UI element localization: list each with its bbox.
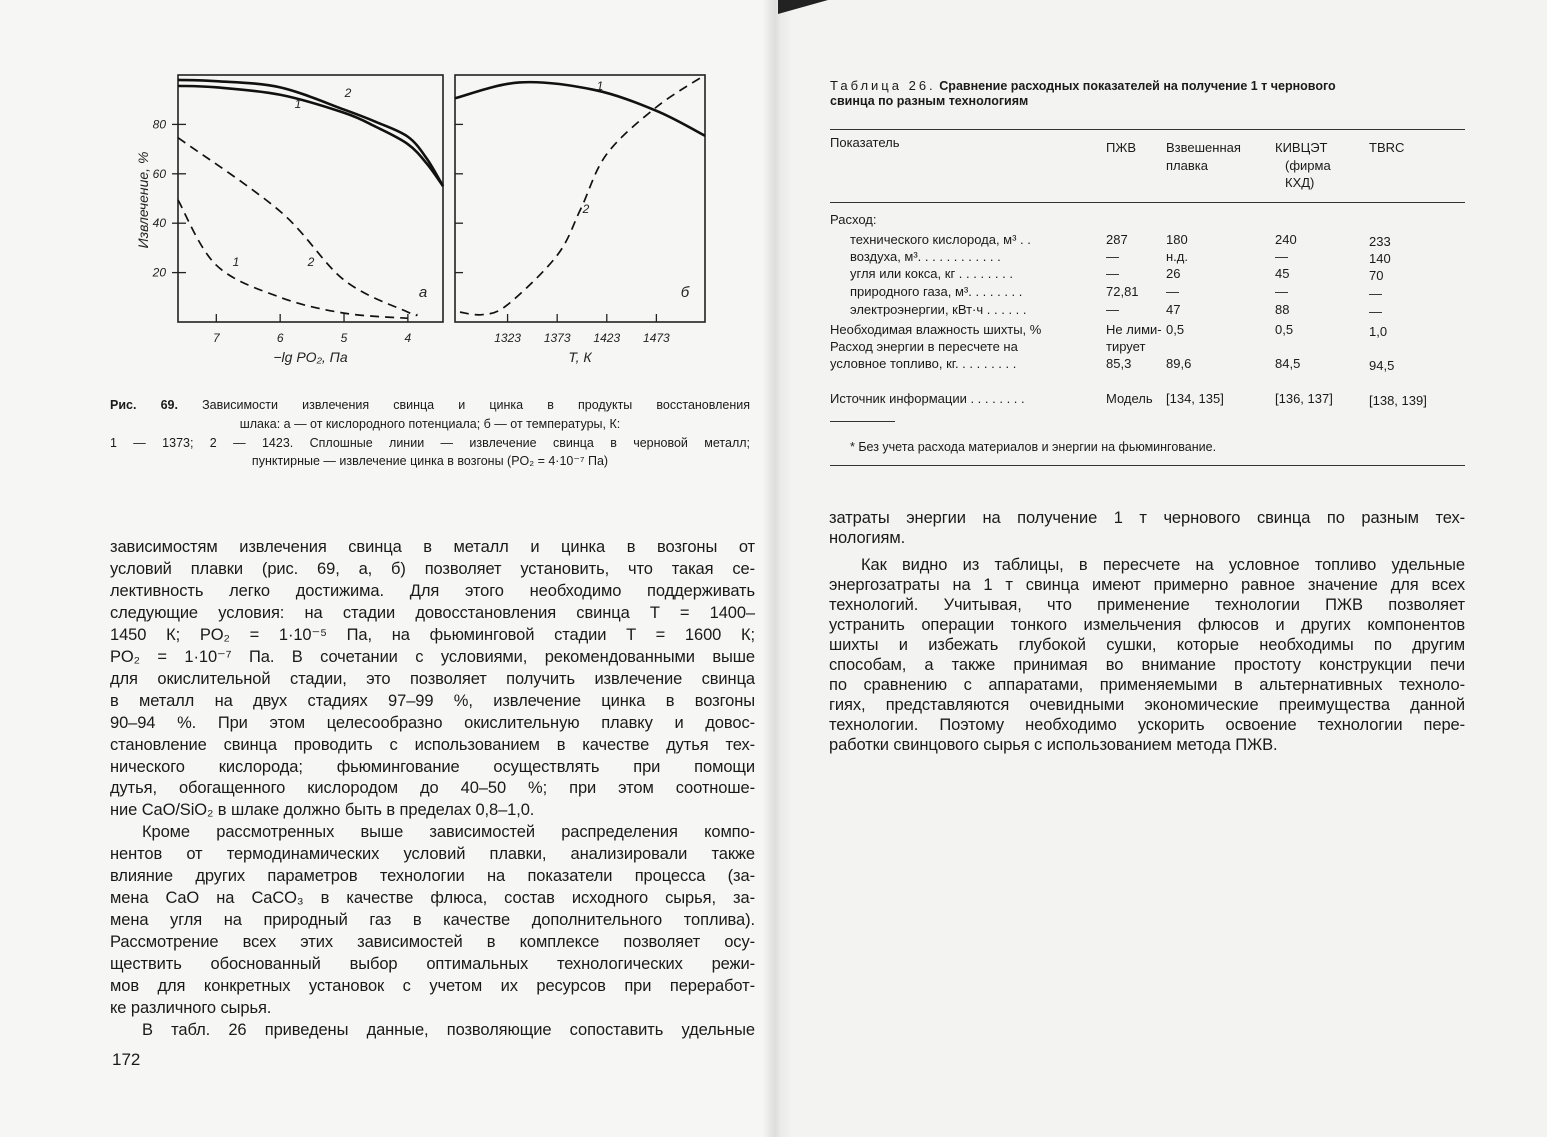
table-cell: — <box>1106 249 1119 264</box>
x-axis-label: T, К <box>568 349 592 365</box>
table-cell: н.д. <box>1166 249 1188 264</box>
text-line: способам, а также принимая во внимание простоту конструкции печи <box>829 656 1465 674</box>
curve-label-b-1: 1 <box>596 79 604 93</box>
table-header-cell: плавка <box>1166 157 1208 173</box>
table-header-rule <box>830 202 1465 203</box>
table-row-label: Расход энергии в пересчете на <box>830 338 1018 354</box>
table-header-cell: КИВЦЭТ <box>1275 140 1328 155</box>
figure-caption-line: шлака: а — от кислородного потенциала; б — от температуры, К: <box>239 417 621 431</box>
text-line: ке различного сырья. <box>110 998 272 1017</box>
text-line: Кроме рассмотренных выше зависимостей распределения компо- <box>142 823 755 842</box>
table-title-line1: Сравнение расходных показателей на получение 1 т чернового <box>939 79 1336 93</box>
table-cell: 84,5 <box>1275 356 1301 371</box>
table-cell: тирует <box>1106 339 1146 354</box>
binding-edge <box>778 0 828 14</box>
panel-label: б <box>680 284 690 301</box>
table-cell: 287 <box>1106 232 1128 247</box>
text-line: работки свинцового сырья с использованием метода ПЖВ. <box>829 736 1278 754</box>
text-line: условий плавки (рис. 69, а, б) позволяет установить, что такая се- <box>110 559 755 578</box>
table-cell: 89,6 <box>1166 356 1192 371</box>
figure-caption-label: Рис. 69. <box>110 398 178 412</box>
table-cell: 140 <box>1369 251 1391 266</box>
figure-caption-line: пунктирные — извлечение цинка в возгоны (PO₂ = 4·10⁻⁷ Па) <box>251 454 609 468</box>
series-line-dashed-1 <box>178 200 408 318</box>
text-line: ществить обоснованный выбор оптимальных технологических режи- <box>110 955 755 974</box>
table-cell: Модель <box>1106 391 1153 406</box>
text-line: влияние других параметров технологии на показатели процесса (за- <box>110 867 755 886</box>
table-header-cell: КХД) <box>1285 175 1315 190</box>
text-line: В табл. 26 приведены данные, позволяющие сопоставить удельные <box>142 1020 755 1039</box>
page-number: 172 <box>112 1050 141 1069</box>
table-row-label: электроэнергии, кВт·ч . . . . . . <box>850 302 1027 317</box>
table-cell: — <box>1275 284 1288 299</box>
text-line: 90–94 %. При этом целесообразно окислительную плавку и довос- <box>110 713 755 732</box>
text-line: энергозатраты на 1 т свинца имеют примерно равное значение для всех <box>829 576 1465 594</box>
x-axis-label: −lg PO₂, Па <box>273 349 348 365</box>
series-line-solid-1 <box>178 86 443 186</box>
text-line: затраты энергии на получение 1 т чернового свинца по разным тех- <box>829 509 1465 527</box>
panel-label: а <box>418 284 428 301</box>
plot-frame-б <box>455 75 705 322</box>
table-header-cell: Показатель <box>830 135 900 150</box>
series-line-solid-1 <box>455 82 705 136</box>
table-cell: [134, 135] <box>1166 391 1224 406</box>
table-title <box>830 78 1336 94</box>
table-cell: 0,5 <box>1275 322 1294 337</box>
text-line: зависимостям извлечения свинца в металл и цинка в возгоны от <box>110 538 755 556</box>
x-tick-label: 7 <box>212 331 220 345</box>
text-line: Рассмотрение всех этих зависимостей в комплексе позволяет осу- <box>110 933 755 952</box>
table-cell: 85,3 <box>1106 356 1132 371</box>
table-cell: — <box>1369 286 1382 301</box>
curve-label-dashed-1: 1 <box>232 255 240 269</box>
x-tick-label: 6 <box>276 331 284 345</box>
table-cell: 1,0 <box>1369 324 1388 339</box>
text-line: гиях, представляются очевидными экономические преимущества данной <box>829 696 1465 714</box>
table-cell: 26 <box>1166 266 1181 281</box>
y-axis-label: Извлечение, % <box>135 151 151 249</box>
y-tick-label: 80 <box>152 117 166 132</box>
text-line: дутья, обогащенного кислородом до 40–50 %; при этом соотноше- <box>110 779 755 798</box>
table-cell: 240 <box>1275 232 1297 247</box>
text-line: технологии. Поэтому необходимо ускорить освоение технологии пере- <box>829 716 1465 734</box>
text-line: 1450 К; PO₂ = 1·10⁻⁵ Па, на фьюминговой стадии T = 1600 К; <box>110 625 755 644</box>
table-header-cell: Взвешенная <box>1166 140 1241 155</box>
series-line-solid-2 <box>178 80 443 186</box>
table-row-label: угля или кокса, кг . . . . . . . . <box>850 266 1013 281</box>
table-bottom-rule <box>830 465 1465 466</box>
table-row-label: условное топливо, кг. . . . . . . . . <box>830 356 1017 371</box>
text-line: по сравнению с аппаратами, применяемыми в альтернативных техноло- <box>829 676 1465 694</box>
text-line: следующие условия: на стадии довосстановления свинца T = 1400– <box>110 603 755 622</box>
table-cell: — <box>1106 266 1119 281</box>
figure-caption-line <box>110 397 750 413</box>
curve-label-b-2: 2 <box>582 202 590 216</box>
text-line: нического кислорода; фьюмингование осуществлять при помощи <box>110 757 755 776</box>
text-line: для окислительной стадии, это позволяет получить извлечение свинца <box>110 669 755 688</box>
table-header-cell: ПЖВ <box>1106 140 1137 155</box>
text-line: ние CaO/SiO₂ в шлаке должно быть в пределах 0,8–1,0. <box>110 801 535 820</box>
text-line: мов для конкретных установок с учетом их ресурсов при переработ- <box>110 977 755 995</box>
text-line: мена CaO на CaCO₃ в качестве флюса, состав исходного сырья, за- <box>110 889 755 908</box>
plot-frame-а <box>178 75 443 322</box>
footnote-rule <box>830 421 895 422</box>
table-cell: — <box>1275 249 1288 264</box>
table-cell: 94,5 <box>1369 358 1395 373</box>
y-tick-label: 40 <box>152 216 166 231</box>
table-cell: 0,5 <box>1166 322 1185 337</box>
y-tick-label: 20 <box>152 265 166 280</box>
table-cell: — <box>1106 302 1119 317</box>
text-line: PO₂ = 1·10⁻⁷ Па. В сочетании с условиями, рекомендованными выше <box>110 647 755 666</box>
table-cell: 45 <box>1275 266 1290 281</box>
figure-caption-line: 1 — 1373; 2 — 1423. Сплошные линии — извлечение свинца в черновой металл; <box>110 436 750 450</box>
text-line: Как видно из таблицы, в пересчете на условное топливо удельные <box>861 556 1465 574</box>
table-row-label: Необходимая влажность шихты, % <box>830 322 1042 337</box>
curve-label-dashed-2: 2 <box>307 255 315 269</box>
table-cell: [138, 139] <box>1369 393 1427 408</box>
text-line: шихты и избежать глубокой сушки, которые необходимы по другим <box>829 636 1465 654</box>
text-line: становление свинца проводить с использованием в качестве дутья тех- <box>110 735 755 754</box>
table-cell: 233 <box>1369 234 1391 249</box>
text-line: лективность легко достижима. Для этого необходимо поддерживать <box>110 581 755 600</box>
table-row-label: воздуха, м³. . . . . . . . . . . . <box>850 249 1001 264</box>
series-line-dashed-2 <box>460 75 705 315</box>
table-section-label: Расход: <box>830 212 877 227</box>
text-line: устранить операции тонкого измельчения флюсов и других компонентов <box>829 616 1465 634</box>
table-title-prefix: Таблица 26. <box>830 78 936 93</box>
text-line: нентов от термодинамических условий плавки, анализировали также <box>110 845 755 864</box>
table-header-cell: (фирма <box>1285 157 1331 173</box>
y-tick-label: 60 <box>152 166 166 181</box>
table-cell: 47 <box>1166 302 1181 317</box>
curve-label-solid-1: 1 <box>294 97 302 111</box>
x-tick-label: 4 <box>404 331 412 345</box>
table-cell: — <box>1369 304 1382 319</box>
text-line: нологиям. <box>829 529 906 547</box>
table-row-label: технического кислорода, м³ . . <box>850 232 1031 247</box>
figure-caption-text: Зависимости извлечения свинца и цинка в продукты восстановления <box>202 398 751 412</box>
table-cell: [136, 137] <box>1275 391 1333 406</box>
text-line: технологий. Учитывая, что применение технологии ПЖВ позволяет <box>829 596 1465 614</box>
text-line: мена угля на природный газ в качестве дополнительного топлива). <box>110 911 755 930</box>
x-tick-label: 1323 <box>494 331 521 345</box>
table-top-rule <box>830 129 1465 130</box>
x-tick-label: 5 <box>340 331 348 345</box>
table-header-cell: TBRC <box>1369 140 1405 155</box>
table-row-label: Источник информации . . . . . . . . <box>830 391 1025 406</box>
table-footnote: * Без учета расхода материалов и энергии на фьюмингование. <box>850 440 1217 454</box>
table-cell: Не лими- <box>1106 322 1162 337</box>
curve-label-solid-2: 2 <box>344 86 352 100</box>
text-line: в металл на двух стадиях 97–99 %, извлечение цинка в возгоны <box>110 691 755 710</box>
table-cell: — <box>1166 284 1179 299</box>
table-row-label: природного газа, м³. . . . . . . . <box>850 284 1023 299</box>
table-cell: 88 <box>1275 302 1290 317</box>
series-line-dashed-2 <box>178 138 417 316</box>
x-tick-label: 1473 <box>643 331 670 345</box>
figure-69-chart <box>0 0 780 390</box>
table-title-line2: свинца по разным технологиям <box>830 94 1029 108</box>
x-tick-label: 1423 <box>593 331 621 345</box>
table-cell: 180 <box>1166 232 1188 247</box>
x-tick-label: 1373 <box>543 331 571 345</box>
table-cell: 72,81 <box>1106 284 1139 299</box>
table-cell: 70 <box>1369 268 1384 283</box>
